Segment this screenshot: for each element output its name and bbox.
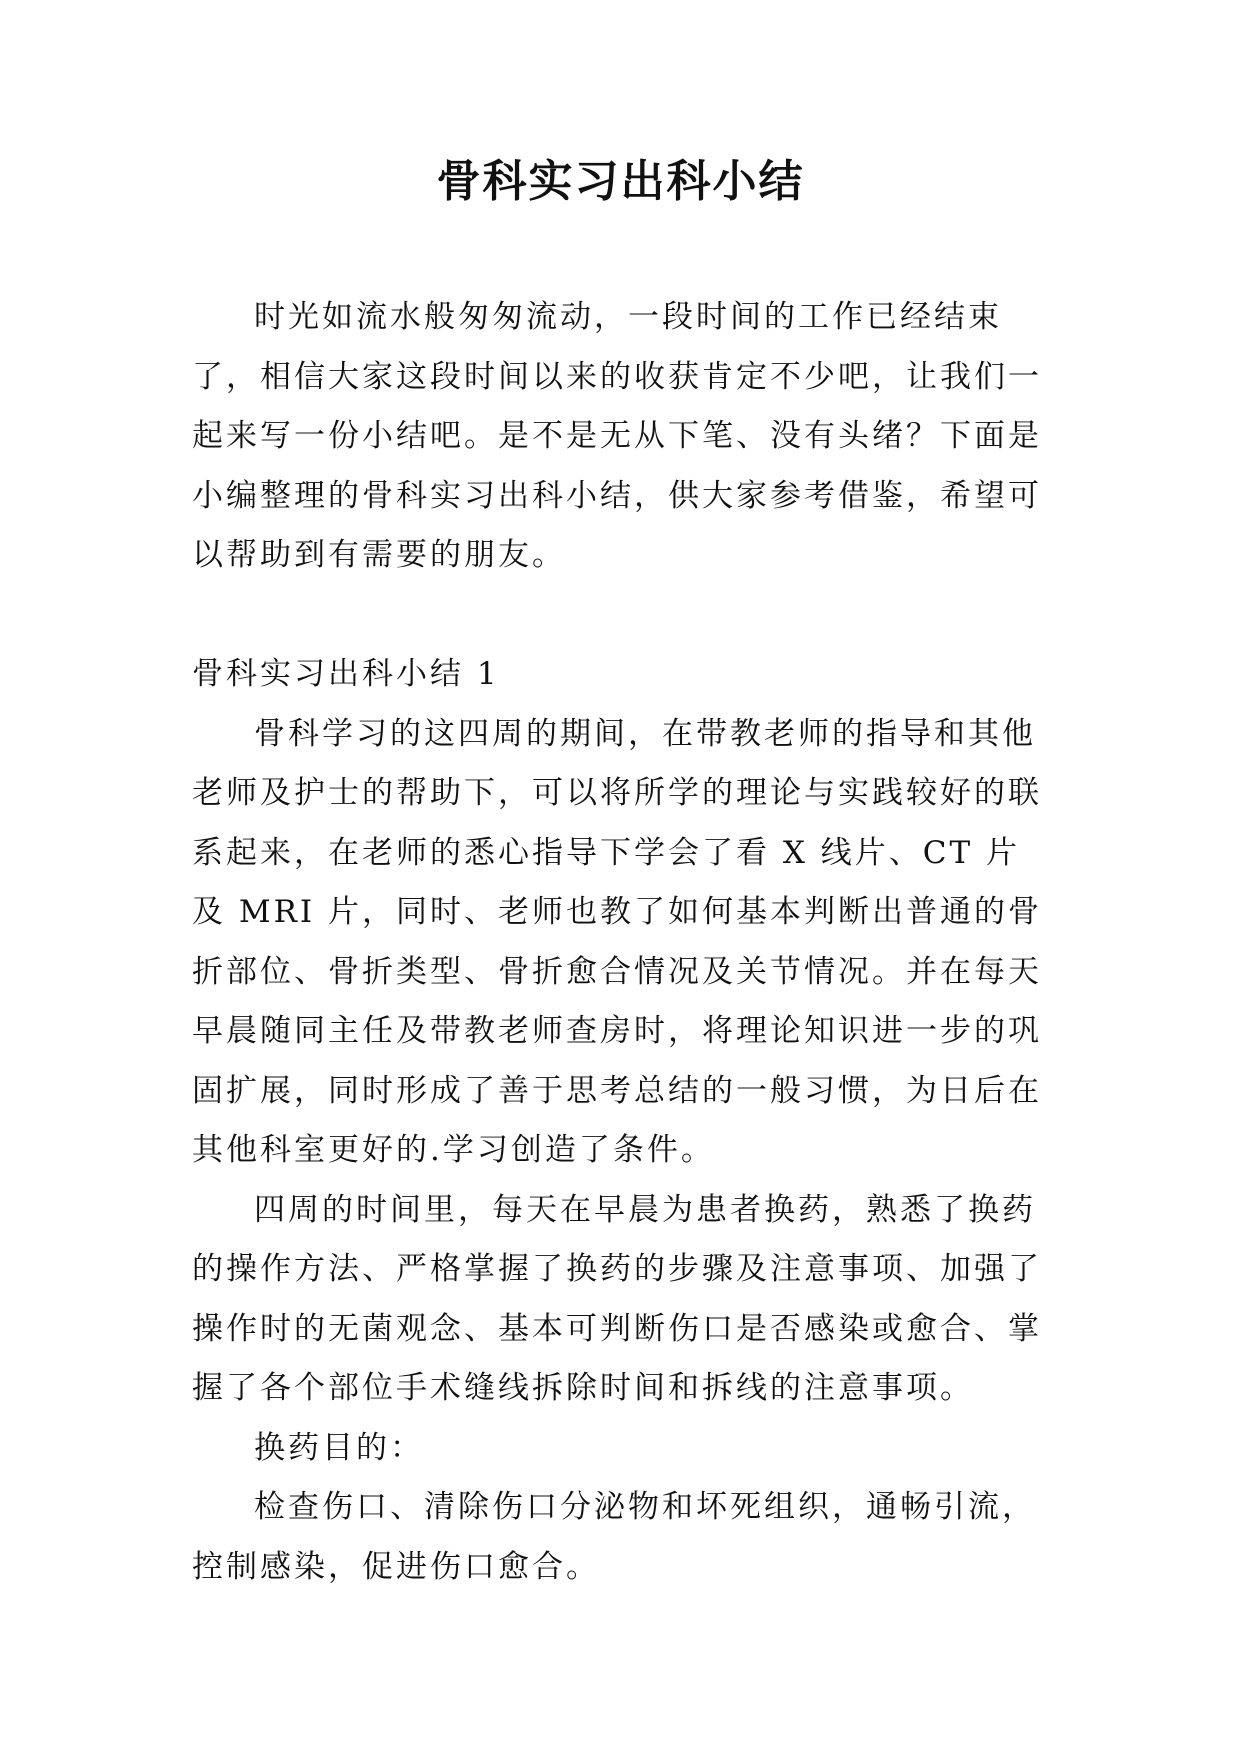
body-paragraph-2: 四周的时间里，每天在早晨为患者换药，熟悉了换药的操作方法、严格掌握了换药的步骤及注意事项、加强了操作时的无菌观念、基本可判断伤口是否感染或愈合、掌握了各个部位手术缝线拆除时间和拆线的注意事项。 (192, 1191, 1042, 1406)
body-paragraph-3: 换药目的： (254, 1429, 424, 1466)
section-heading: 骨科实习出科小结 1 (192, 656, 500, 692)
body-paragraph-4: 检查伤口、清除伤口分泌物和坏死组织，通畅引流，控制感染，促进伤口愈合。 (192, 1489, 1036, 1585)
intro-paragraph: 时光如流水般匆匆流动，一段时间的工作已经结束了，相信大家这段时间以来的收获肯定不少吧，让我们一起来写一份小结吧。是不是无从下笔、没有头绪？下面是小编整理的骨科实习出科小结，供大家参考借鉴，希望可以帮助到有需要的朋友。 (192, 299, 1042, 573)
body-paragraph-1: 骨科学习的这四周的期间，在带教老师的指导和其他老师及护士的帮助下，可以将所学的理论与实践较好的联系起来，在老师的悉心指导下学会了看 X 线片、CT 片及 MRI 片，同时、老师也教了如何基本判断出普通的骨折部位、骨折类型、骨折愈合情况及关节情况。并在每天早晨随同主任及带教老师查房时，将理论知识进一步的巩固扩展，同时形成了善于思考总结的一般习惯，为日后在其他科室更好的.学习创造了条件。 (192, 715, 1043, 1168)
document-title: 骨科实习出科小结 (436, 156, 805, 207)
document-body (192, 288, 1052, 1597)
paragraph-spacer (192, 586, 1052, 646)
